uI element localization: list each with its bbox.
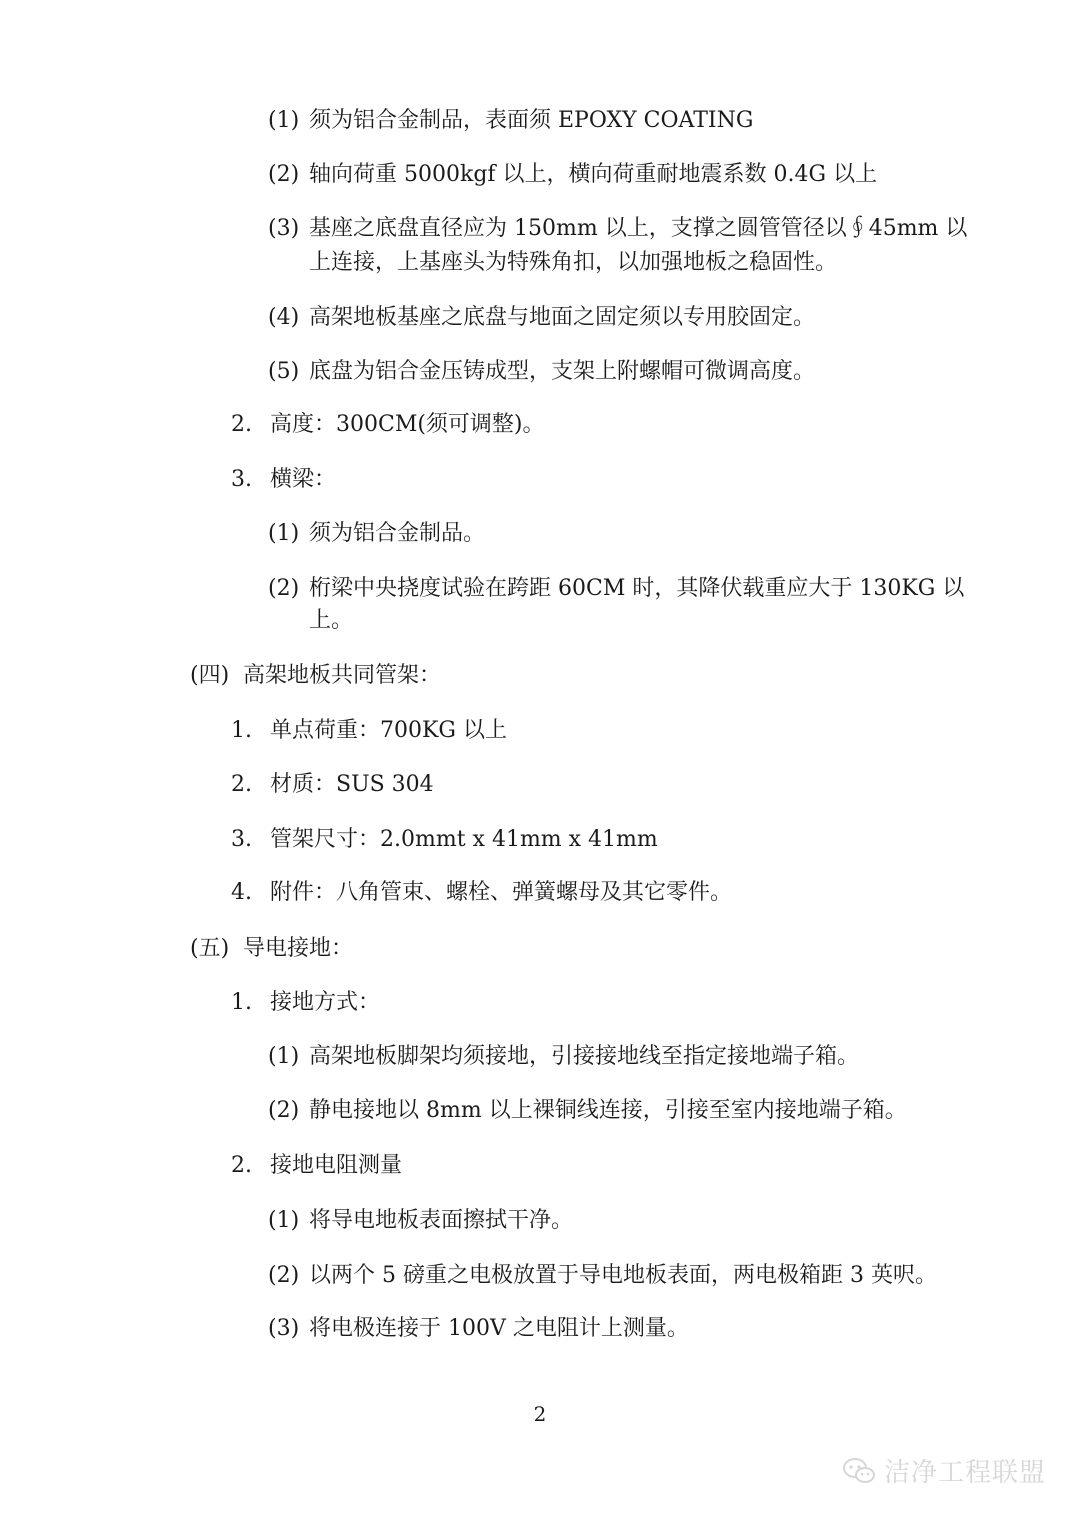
item-number: (3) bbox=[268, 1316, 300, 1341]
item-text-continuation: 上连接，上基座头为特殊角扣，以加强地板之稳固性。 bbox=[309, 250, 838, 275]
item-number: 3. bbox=[231, 827, 252, 852]
item-text: 单点荷重：700KG 以上 bbox=[270, 718, 507, 743]
item-number: (3) bbox=[268, 216, 300, 241]
item-text: 材质：SUS 304 bbox=[270, 772, 434, 797]
item-text: 接地方式： bbox=[270, 990, 381, 1015]
item-number: (2) bbox=[268, 1098, 300, 1123]
item-text: 桁梁中央挠度试验在跨距 60CM 时，其降伏载重应大于 130KG 以 bbox=[309, 576, 965, 601]
item-text: 将导电地板表面擦拭干净。 bbox=[309, 1208, 574, 1233]
wechat-icon bbox=[842, 1457, 876, 1485]
item-text: 管架尺寸：2.0mmt x 41mm x 41mm bbox=[270, 827, 658, 852]
item-number: 2. bbox=[231, 412, 252, 437]
item-number: (1) bbox=[268, 108, 300, 133]
item-text: 接地电阻测量 bbox=[270, 1153, 403, 1178]
item-number: 2. bbox=[231, 772, 252, 797]
watermark-text: 洁净工程联盟 bbox=[884, 1458, 1047, 1488]
item-number: 1. bbox=[231, 990, 252, 1015]
item-text: 高架地板脚架均须接地，引接接地线至指定接地端子箱。 bbox=[309, 1044, 860, 1069]
item-text: 须为铝合金制品，表面须 EPOXY COATING bbox=[309, 108, 754, 133]
page-number: 2 bbox=[533, 1402, 547, 1426]
section-number: (四) bbox=[190, 663, 230, 688]
item-number: (1) bbox=[268, 1208, 300, 1233]
item-text-continuation: 上。 bbox=[309, 608, 354, 633]
item-text: 须为铝合金制品。 bbox=[309, 521, 486, 546]
watermark bbox=[842, 1452, 1046, 1489]
item-number: (4) bbox=[268, 305, 300, 330]
item-number: 1. bbox=[231, 718, 252, 743]
item-text: 静电接地以 8mm 以上裸铜线连接，引接至室内接地端子箱。 bbox=[309, 1098, 907, 1123]
section-number: (五) bbox=[190, 936, 230, 961]
item-text: 将电极连接于 100V 之电阻计上测量。 bbox=[309, 1316, 689, 1341]
section-title: 导电接地： bbox=[243, 936, 354, 961]
item-text: 以两个 5 磅重之电极放置于导电地板表面，两电极箱距 3 英呎。 bbox=[309, 1263, 937, 1288]
item-number: (1) bbox=[268, 521, 300, 546]
item-number: 4. bbox=[231, 880, 252, 905]
item-text: 轴向荷重 5000kgf 以上，横向荷重耐地震系数 0.4G 以上 bbox=[309, 162, 878, 187]
item-text: 高度：300CM(须可调整)。 bbox=[270, 412, 545, 437]
item-number: (2) bbox=[268, 576, 300, 601]
item-number: (5) bbox=[268, 359, 300, 384]
section-title: 高架地板共同管架： bbox=[243, 663, 442, 688]
item-number: (2) bbox=[268, 1263, 300, 1288]
item-number: 3. bbox=[231, 467, 252, 492]
item-number: (2) bbox=[268, 162, 300, 187]
item-number: (1) bbox=[268, 1044, 300, 1069]
item-text: 附件：八角管束、螺栓、弹簧螺母及其它零件。 bbox=[270, 880, 733, 905]
item-text: 底盘为铝合金压铸成型，支架上附螺帽可微调高度。 bbox=[309, 359, 816, 384]
item-text: 基座之底盘直径应为 150mm 以上，支撑之圆管管径以∮45mm 以 bbox=[309, 216, 968, 241]
item-text: 横梁： bbox=[270, 467, 337, 492]
item-number: 2. bbox=[231, 1153, 252, 1178]
item-text: 高架地板基座之底盘与地面之固定须以专用胶固定。 bbox=[309, 305, 816, 330]
